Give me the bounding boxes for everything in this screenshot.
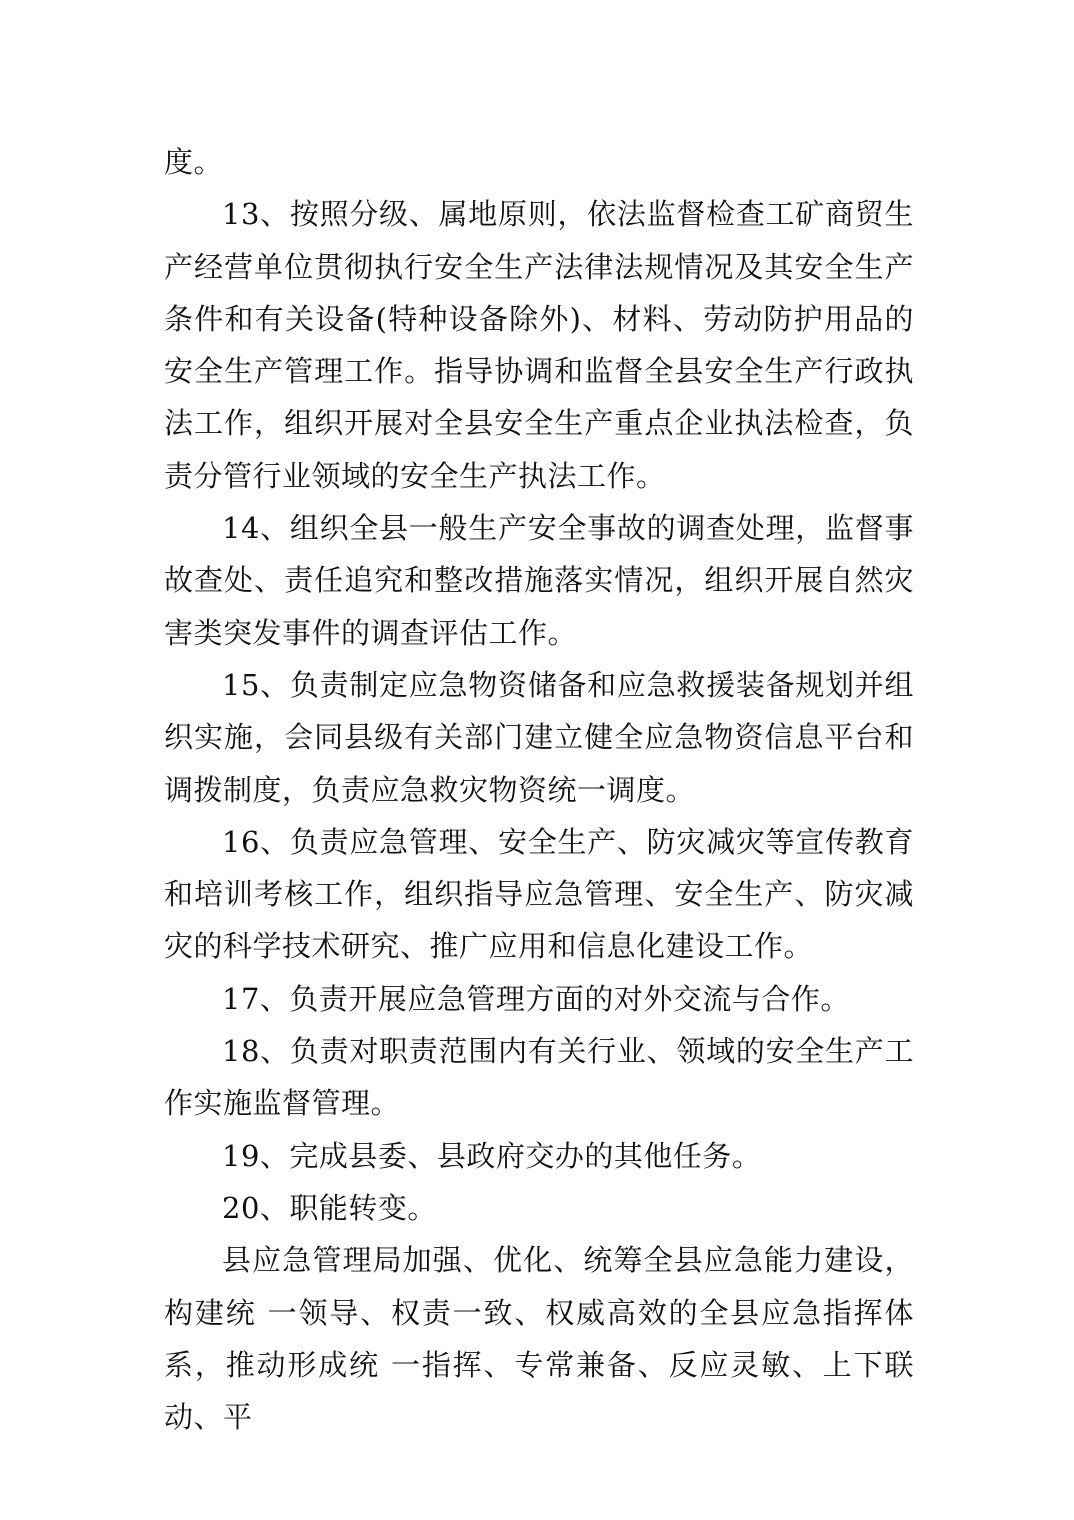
paragraph-function-transformation: 县应急管理局加强、优化、统筹全县应急能力建设，构建统 一领导、权责一致、权威高效的全县应急指挥体系，推动形成统 一指挥、专常兼备、反应灵敏、上下联动、平	[164, 1243, 914, 1435]
paragraph-item-14: 14、组织全县一般生产安全事故的调查处理，监督事故查处、责任追究和整改措施落实情况，组织开展自然灾害类突发事件的调查评估工作。	[164, 511, 914, 650]
paragraph-item-17: 17、负责开展应急管理方面的对外交流与合作。	[222, 981, 850, 1016]
paragraph-item-16: 16、负责应急管理、安全生产、防灾减灾等宣传教育和培训考核工作，组织指导应急管理、安全生产、防灾减灾的科学技术研究、推广应用和信息化建设工作。	[164, 824, 914, 964]
paragraph-item-18: 18、负责对职责范围内有关行业、领域的安全生产工作实施监督管理。	[164, 1034, 914, 1121]
paragraph-continuation: 度。	[164, 145, 224, 179]
paragraph-item-13: 13、按照分级、属地原则，依法监督检查工矿商贸生产经营单位贯彻执行安全生产法律法规情况及其安全生产条件和有关设备(特种设备除外)、材料、劳动防护用品的安全生产管理工作。指导协调和监督全县安全生产行政执法工作，组织开展对全县安全生产重点企业执法检查，负责分管行业领域的安全生产执法工作。	[164, 197, 914, 493]
paragraph-item-19: 19、完成县委、县政府交办的其他任务。	[222, 1138, 762, 1173]
paragraph-item-20: 20、职能转变。	[222, 1190, 437, 1225]
document-body	[164, 136, 914, 1443]
paragraph-item-15: 15、负责制定应急物资储备和应急救援装备规划并组织实施，会同县级有关部门建立健全应急物资信息平台和调拨制度，负责应急救灾物资统一调度。	[164, 667, 914, 807]
